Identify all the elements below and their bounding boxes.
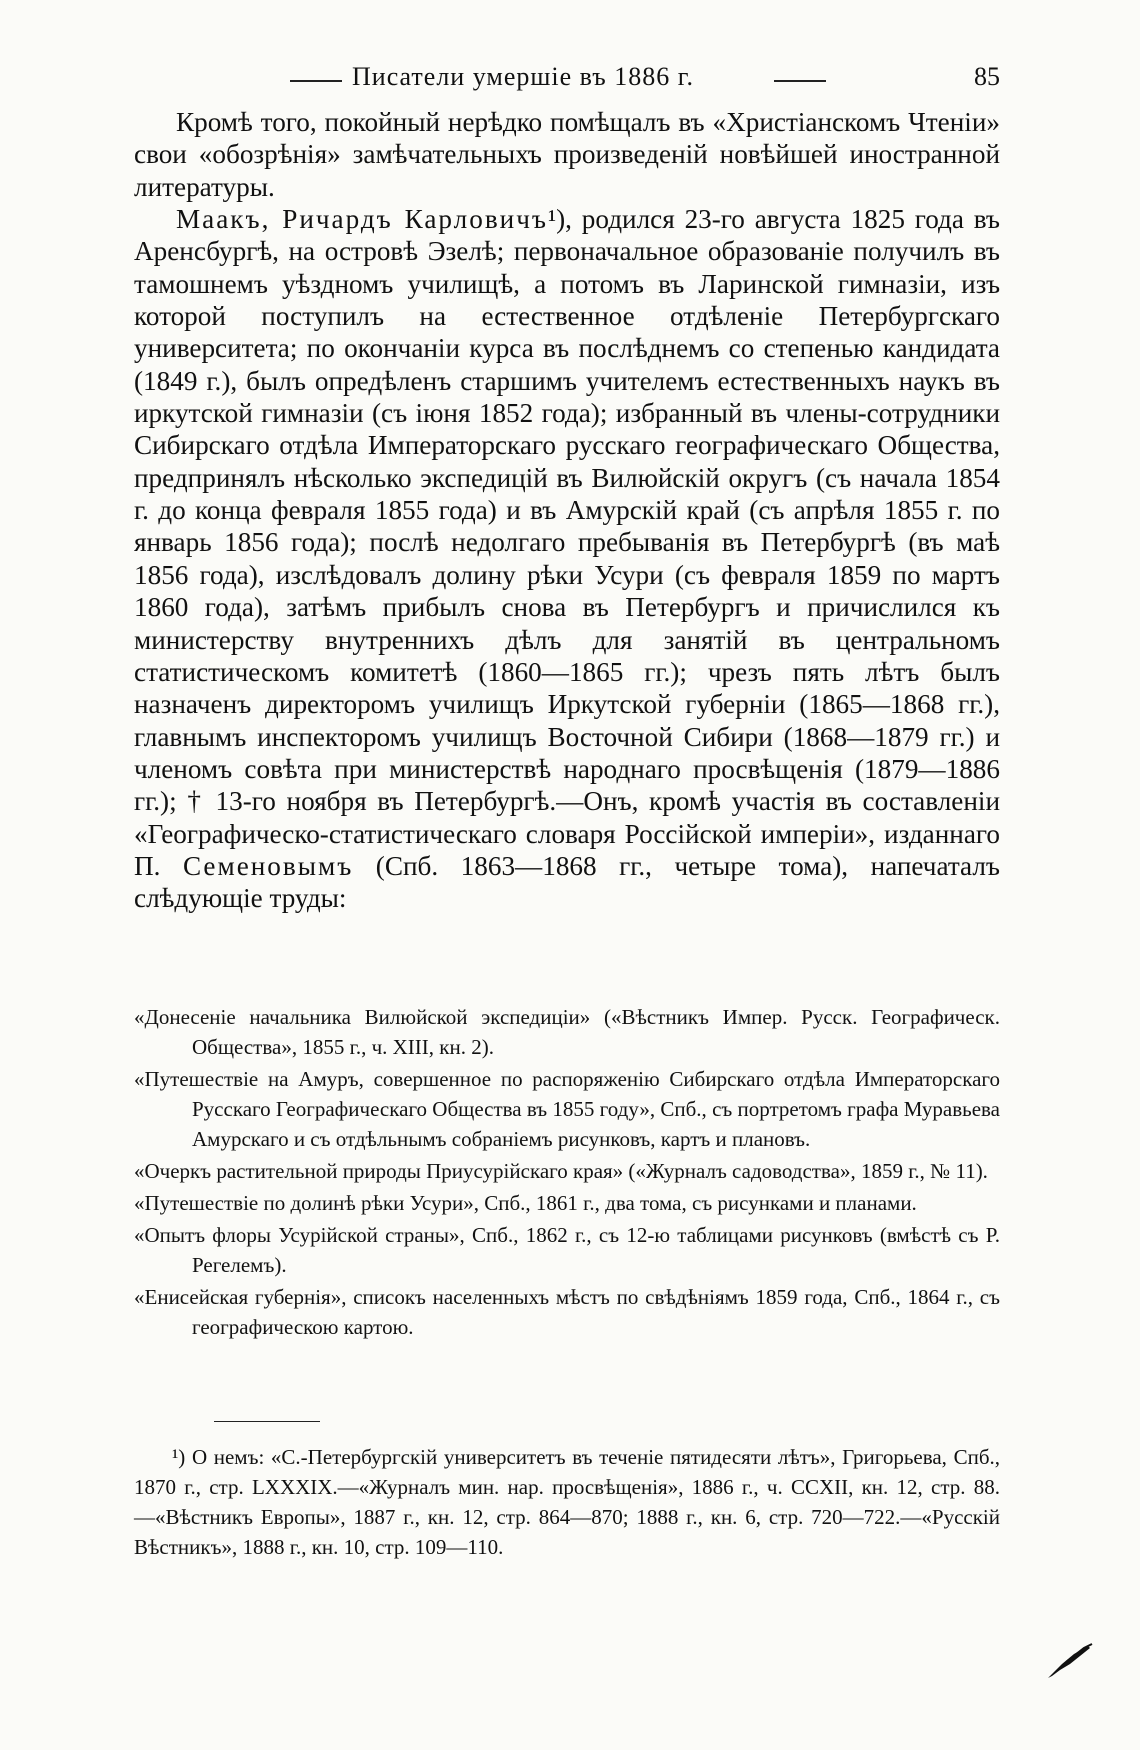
ink-mark-icon — [1044, 1642, 1094, 1682]
paragraph-biography — [134, 203, 1000, 915]
work-item: «Путешествіе на Амуръ, совершенное по распоряженію Сибирскаго отдѣла Императорскаго Русскаго Географическаго Общества въ 1855 году», Спб., съ портретомъ графа Муравьева Амурскаго и съ отдѣльнымъ собраніемъ рисунковъ, картъ и плановъ. — [134, 1067, 1000, 1151]
running-header — [0, 62, 1140, 102]
work-item: «Енисейская губернія», списокъ населенныхъ мѣстъ по свѣдѣніямъ 1859 года, Спб., 1864 г., съ географическою картою. — [134, 1285, 1000, 1339]
header-right-dash — [774, 80, 826, 82]
work-item: «Донесеніе начальника Вилюйской экспедиціи» («Вѣстникъ Импер. Русск. Географическ. Общества», 1855 г., ч. XIII, кн. 2). — [134, 1005, 1000, 1059]
paragraph-intro: Кромѣ того, покойный нерѣдко помѣщалъ въ «Христіанскомъ Чтеніи» свои «обозрѣнія» замѣчательныхъ произведеній новѣйшей иностранной литературы. — [134, 107, 1000, 202]
footnote-paragraph — [134, 1442, 1000, 1562]
footnote-text: О немъ: «С.-Петербургскій университетъ въ теченіе пятидесяти лѣтъ», Григорьева, Спб., 1870 г., стр. LXXXIX.—«Журналъ мин. нар. просвѣщенія», 1886 г., ч. CCXII, кн. 12, стр. 88.—«Вѣстникъ Европы», 1887 г., кн. 12, стр. 864—870; 1888 г., кн. 6, стр. 720—722.—«Русскій Вѣстникъ», 1888 г., кн. 10, стр. 109—110. — [134, 1445, 1000, 1559]
subject-name: Маакъ, Ричардъ Карловичъ — [176, 204, 548, 235]
work-item: «Опытъ флоры Усурійской страны», Спб., 1862 г., съ 12-ю таблицами рисунковъ (вмѣстѣ съ Р. Регелемъ). — [134, 1223, 1000, 1277]
biography-tail: (Спб. 1863—1868 гг., четыре тома), напечаталъ слѣдующіе труды: — [134, 850, 1000, 914]
works-list — [134, 1002, 1000, 1344]
editor-name: Семеновымъ — [182, 850, 354, 881]
running-title: Писатели умершіе въ 1886 г. — [352, 62, 694, 91]
footnote — [134, 1442, 1000, 1562]
main-text — [134, 106, 1000, 915]
footnote-divider — [214, 1421, 320, 1422]
header-left-dash — [290, 80, 342, 82]
work-item: «Очеркъ растительной природы Приусурійскаго края» («Журналъ садоводства», 1859 г., № 11). — [134, 1159, 988, 1183]
work-item: «Путешествіе по долинѣ рѣки Усури», Спб., 1861 г., два тома, съ рисунками и планами. — [134, 1191, 917, 1215]
page-number: 85 — [974, 62, 1000, 91]
footnote-mark: ¹) — [172, 1445, 192, 1469]
footnote-reference: ¹) — [547, 204, 566, 235]
biography-text: , родился 23-го августа 1825 года въ Аренсбургѣ, на островѣ Эзелѣ; первоначальное образованіе получилъ въ тамошнемъ уѣздномъ училищѣ, а потомъ въ Ларинской гимназіи, изъ которой поступилъ на естественное отдѣленіе Петербургскаго университета; по окончаніи курса въ послѣднемъ со степенью кандидата (1849 г.), былъ опредѣленъ старшимъ учителемъ естественныхъ наукъ въ иркутской гимназіи (съ іюня 1852 года); избранный въ члены-сотрудники Сибирскаго отдѣла Императорскаго русскаго географическаго Общества, предпринялъ нѣсколько экспедицій въ Вилюйскій округъ (съ начала 1854 г. до конца февраля 1855 года) и въ Амурскій край (съ апрѣля 1855 г. по январь 1856 года); послѣ недолгаго пребыванія въ Петербургѣ (въ маѣ 1856 года), изслѣдовалъ долину рѣки Усури (съ февраля 1859 по мартъ 1860 года), затѣмъ прибылъ снова въ Петербургъ и причислился къ министерству внутреннихъ дѣлъ для занятій въ центральномъ статистическомъ комитетѣ (1860—1865 гг.); чрезъ пять лѣтъ былъ назначенъ директоромъ училищъ Иркутской губерніи (1865—1868 гг.), главнымъ инспекторомъ училищъ Восточной Сибири (1868—1879 гг.) и членомъ совѣта при министерствѣ народнаго просвѣщенія (1879—1886 гг.); † 13-го ноября въ Петербургѣ.—Онъ, кромѣ участія въ составленіи «Географическо-статистическаго словаря Россійской имперіи», изданнаго П. — [134, 204, 1000, 881]
